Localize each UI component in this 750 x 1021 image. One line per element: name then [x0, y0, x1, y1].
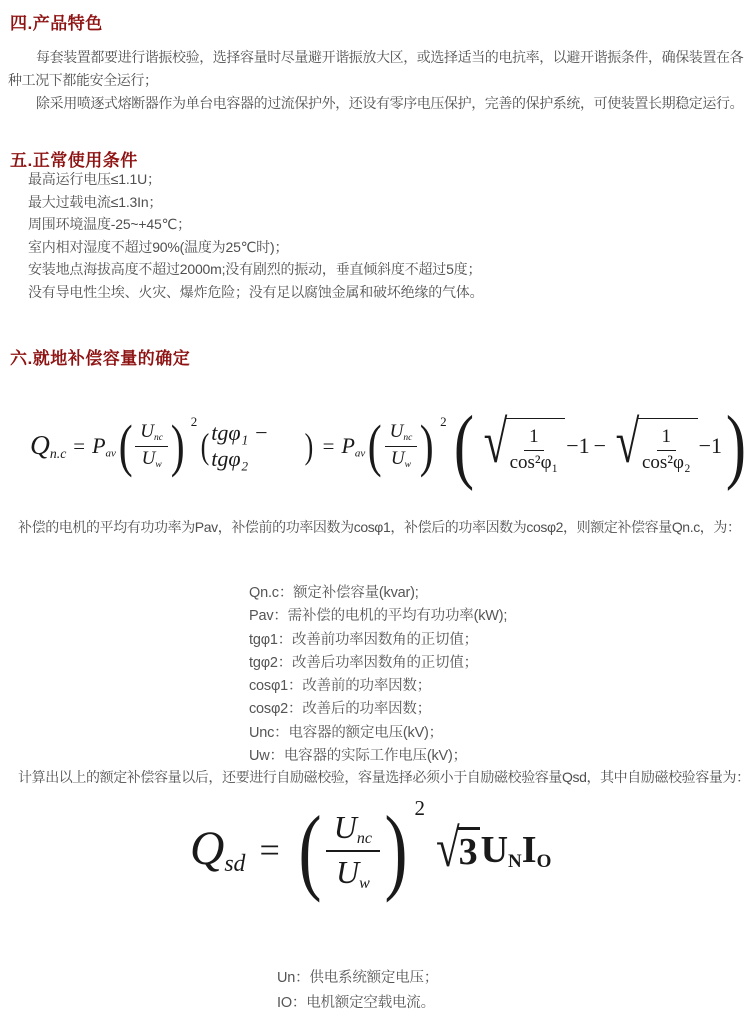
symbol-definitions-list	[249, 582, 507, 768]
fraction-squared-group: ( $\frac{U_{nc}}{U_w}$ ) 2	[367, 413, 447, 478]
operating-conditions-list	[28, 168, 483, 304]
equals-sign: =	[322, 433, 335, 458]
radical-sign: √	[615, 408, 640, 475]
symbol-definitions-list-2	[277, 966, 438, 1016]
fraction-squared-group: ( $\frac{U_{nc}}{U_w}$ ) 2	[118, 413, 198, 478]
rated-voltage-symbol: $U_N$	[480, 828, 522, 872]
voltage-ratio-fraction: $\frac{U_{nc}}{U_w}$	[385, 421, 418, 470]
definition-item: IO：电机额定空载电流。	[277, 995, 435, 1011]
section6-title: 六.就地补偿容量的确定	[10, 349, 191, 368]
formula-token: $P_{av}$	[341, 432, 366, 460]
list-item: 周围环境温度-25~+45℃；	[28, 216, 191, 233]
section6-intro-paragraph: 补偿的电机的平均有功功率为Pav，补偿前的功率因数为cosφ1，补偿后的功率因数为cosφ2，则额定补偿容量Qn.c，为：	[18, 519, 741, 535]
square-root-of-three: √ 3	[435, 817, 478, 878]
definition-item: Uw：电容器的实际工作电压(kV)；	[249, 748, 467, 765]
section4-paragraph-2: 除采用喷逐式熔断器作为单台电容器的过流保护外，还设有零序电压保护，完善的保护系统，可使装置长期稳定运行。	[36, 95, 744, 111]
no-load-current-symbol: $I_O$	[521, 828, 552, 872]
radical-sign: √	[435, 817, 460, 878]
fraction-squared-group: ( $\frac{U_{nc}}{U_w}$ ) 2	[298, 795, 425, 903]
square-root	[479, 408, 566, 475]
radical-sign: √	[483, 408, 507, 475]
formula-token: −1	[698, 433, 723, 458]
definition-item: Qn.c：额定补偿容量(kvar);	[249, 585, 419, 601]
minus-sign: −	[593, 433, 607, 458]
square-root	[611, 408, 698, 475]
definition-item: Pav：需补偿的电机的平均有功功率(kW);	[249, 608, 508, 625]
section4-title: 四.产品特色	[10, 14, 103, 33]
voltage-ratio-fraction: $\frac{U_{nc}}{U_w}$	[326, 808, 380, 893]
definition-item: tgφ1：改善前功率因数角的正切值；	[249, 631, 478, 648]
definition-item: Unc：电容器的额定电压(kV)；	[249, 724, 443, 741]
definition-item: Un：供电系统额定电压；	[277, 970, 439, 986]
voltage-ratio-fraction: $\frac{U_{nc}}{U_w}$	[135, 421, 168, 470]
formula-token: −1	[566, 433, 590, 458]
formula-token: $Q_{n.c}$	[30, 429, 67, 462]
equals-sign: =	[73, 433, 86, 458]
equals-sign: =	[259, 830, 280, 870]
exponent: 2	[414, 795, 425, 820]
formula-token: $Q_{sd}$	[190, 822, 246, 878]
formula-token: $P_{av}$	[92, 432, 116, 460]
list-item: 最高运行电压≤1.1U；	[28, 171, 161, 187]
formula-rated-compensation-capacity	[0, 393, 750, 499]
section5-title: 五.正常使用条件	[10, 151, 138, 170]
exponent: 2	[440, 414, 447, 430]
formula-self-excitation-capacity	[0, 795, 750, 903]
definition-item: cosφ2：改善后的功率因数；	[249, 701, 432, 718]
definition-item: tgφ2：改善后功率因数角的正切值；	[249, 654, 478, 671]
definition-item: cosφ1：改善前的功率因数；	[249, 678, 432, 695]
formula-token: tgφ₁ − tgφ₂	[211, 420, 269, 471]
tangent-difference-group: ( tgφ₁ − tgφ₂ )	[200, 420, 313, 471]
cos-fraction: $\frac{1}{\text{cos²φ₂}}$	[641, 425, 691, 473]
list-item: 最大过载电流≤1.3In；	[28, 193, 163, 210]
list-item: 室内相对湿度不超过90%(温度为25℃时)；	[28, 238, 289, 255]
list-item: 安装地点海拔高度不超过2000m;没有剧烈的振动，垂直倾斜度不超过5度；	[28, 261, 482, 278]
section4-paragraph-1: 每套装置都要进行谐振校验，选择容量时尽量避开谐振放大区，或选择适当的电抗率，以避开谐振条件，确保装置在各种工况下都能安全运行；	[8, 49, 744, 88]
self-excitation-paragraph: 计算出以上的额定补偿容量以后，还要进行自励磁校验，容量选择必须小于自励磁校验容量Qsd，其中自励磁校验容量为：	[18, 769, 750, 785]
cos-fraction: $\frac{1}{\text{cos²φ₁}}$	[509, 425, 559, 473]
sqrt-difference-group: ( √ $\frac{1}{\text{cos²φ₁}}$ −1 − √ $\frac{1}{\text{cos²φ₂}}$ −1 )	[453, 399, 747, 492]
list-item: 没有导电性尘埃、火灾、爆炸危险；没有足以腐蚀金属和破坏绝缘的气体。	[28, 283, 484, 300]
exponent: 2	[190, 414, 198, 430]
